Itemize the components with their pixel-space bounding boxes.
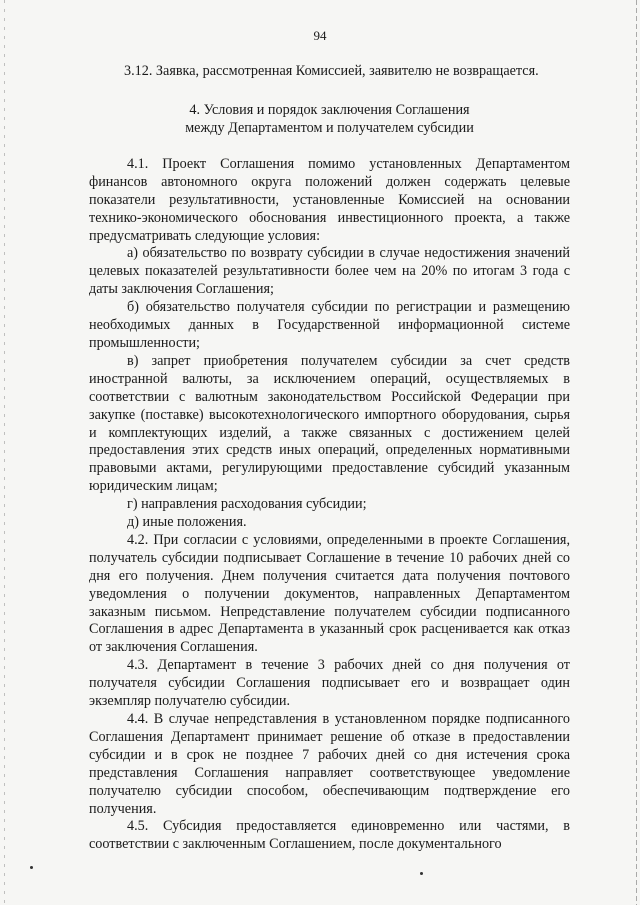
document-body [89,63,570,854]
page-number: 94 [313,28,327,43]
clause-4-1-b: б) обязательство получателя субсидии по регистрации и размещению необходимых данных в Государственной информационной системе промышленности; [89,299,570,351]
clause-4-3: 4.3. Департамент в течение 3 рабочих дней со дня получения от получателя субсидии Соглашения подписывает его и возвращает один экземпляр получателю субсидии. [89,657,570,710]
scan-edge-right [636,0,637,905]
clause-3-12: 3.12. Заявка, рассмотренная Комиссией, заявителю не возвращается. [124,63,539,79]
clause-4-1-v: в) запрет приобретения получателем субсидии за счет средств иностранной валюты, за исключением операций, осуществляемых в соответствии с валютным законодательством Российской Федерации при закупке (поставке) высокотехнологического импортного оборудования, сырья и комплектующих изделий, а также связанных с достижением целей предоставления этих средств иных операций, определенных нормативными правовыми актами, регулирующими предоставление субсидий указанным юридическим лицам; [89,352,570,495]
clause-4-1-a: а) обязательство по возврату субсидии в случае недостижения значений целевых показателей результативности более чем на 20% по итогам 3 года с даты заключения Соглашения; [89,245,570,298]
section-heading-line-1: 4. Условия и порядок заключения Соглашения [189,101,470,118]
clause-4-1: 4.1. Проект Соглашения помимо установленных Департаментом финансов автономного округа положений должен содержать целевые показатели результативности, установленные Комиссией на основании технико-экономического обоснования инвестиционного проекта, а также предусматривать следующие условия: [89,155,570,244]
clause-4-5: 4.5. Субсидия предоставляется единовременно или частями, в соответствии с заключенным Соглашением, после документального [89,818,570,853]
clause-4-4: 4.4. В случае непредставления в установленном порядке подписанного Соглашения Департамент принимает решение об отказе в предоставлении субсидии и в срок не позднее 7 рабочих дней со дня истечения срока представления Соглашения направляет соответствующее уведомление получателю субсидии способом, обеспечивающим подтверждение его получения. [89,711,570,817]
clause-4-2: 4.2. При согласии с условиями, определенными в проекте Соглашения, получатель субсидии подписывает Соглашение в течение 10 рабочих дней со дня его получения. Днем получения считается дата получения почтового уведомления о получении документов, направленных Департаментом заказным письмом. Непредставление получателем субсидии подписанного Соглашения в адрес Департамента в указанный срок расценивается как отказ от заключения Соглашения. [89,531,570,656]
clause-4-1-g: г) направления расходования субсидии; [127,496,367,513]
scan-speck [30,866,33,869]
scan-speck [420,872,423,875]
section-heading-line-2: между Департаментом и получателем субсидии [185,119,474,136]
section-heading [89,101,570,137]
scan-edge-left [4,0,5,905]
clause-4-1-d: д) иные положения. [127,514,247,531]
